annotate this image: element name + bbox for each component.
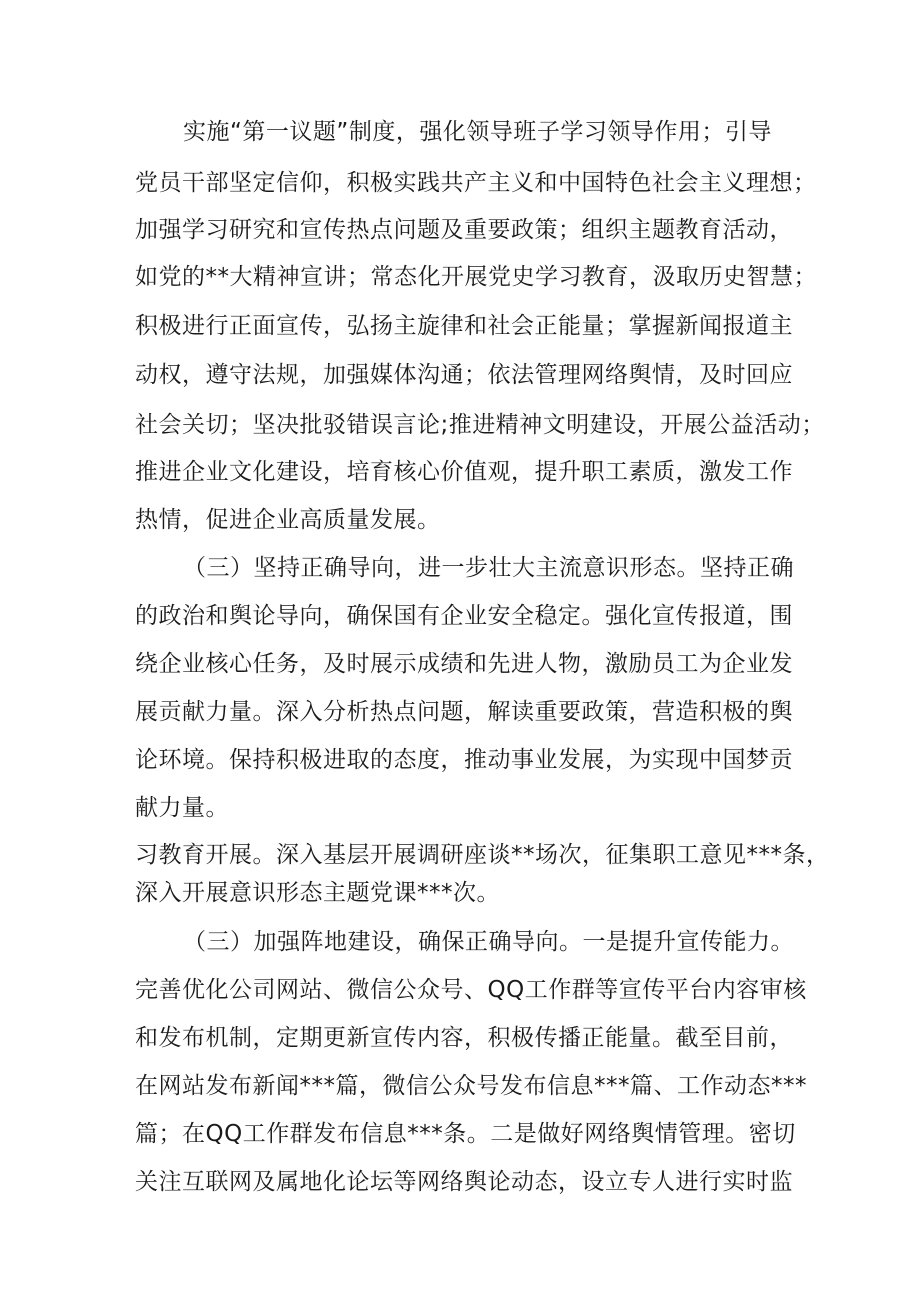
- text-line: 展贡献力量。深入分析热点问题，解读重要政策，营造积极的舆: [135, 699, 793, 725]
- text-line: 动权，遵守法规，加强媒体沟通；依法管理网络舆情，及时回应: [135, 362, 793, 388]
- text-line: 篇；在QQ工作群发布信息***条。二是做好网络舆情管理。密切: [135, 1121, 796, 1147]
- text-line: 深入开展意识形态主题党课***次。: [135, 880, 500, 906]
- text-line: 热情，促进企业高质量发展。: [135, 507, 441, 533]
- text-line: 关注互联网及属地化论坛等网络舆论动态，设立专人进行实时监: [135, 1169, 793, 1195]
- text-line: 加强学习研究和宣传热点问题及重要政策；组织主题教育活动，: [135, 217, 793, 243]
- text-line: 推进企业文化建设，培育核心价值观，提升职工素质，激发工作: [135, 459, 793, 485]
- text-line: 习教育开展。深入基层开展调研座谈**场次，征集职工意见***条，: [135, 842, 830, 868]
- text-line: 党员干部坚定信仰，积极实践共产主义和中国特色社会主义理想；: [135, 170, 817, 196]
- text-line: 绕企业核心任务，及时展示成绩和先进人物，激励员工为企业发: [135, 651, 793, 677]
- text-line: （三）坚持正确导向，进一步壮大主流意识形态。坚持正确: [183, 555, 794, 581]
- text-line: 实施“第一议题”制度，强化领导班子学习领导作用；引导: [183, 119, 772, 145]
- text-line: 如党的**大精神宣讲；常态化开展党史学习教育，汲取历史智慧；: [135, 264, 817, 290]
- text-line: 和发布机制，定期更新宣传内容，积极传播正能量。截至目前，: [135, 1025, 793, 1051]
- text-line: 献力量。: [135, 795, 229, 821]
- text-line: 在网站发布新闻***篇，微信公众号发布信息***篇、工作动态***: [135, 1073, 807, 1099]
- text-line: 社会关切；坚决批驳错误言论;推进精神文明建设，开展公益活动；: [135, 412, 825, 438]
- text-line: 积极进行正面宣传，弘扬主旋律和社会正能量；掌握新闻报道主: [135, 313, 793, 339]
- text-line: 论环境。保持积极进取的态度，推动事业发展，为实现中国梦贡: [135, 747, 793, 773]
- text-line: （三）加强阵地建设，确保正确导向。一是提升宣传能力。: [183, 929, 794, 955]
- text-line: 完善优化公司网站、微信公众号、QQ工作群等宣传平台内容审核: [135, 977, 807, 1003]
- text-line: 的政治和舆论导向，确保国有企业安全稳定。强化宣传报道，围: [135, 603, 793, 629]
